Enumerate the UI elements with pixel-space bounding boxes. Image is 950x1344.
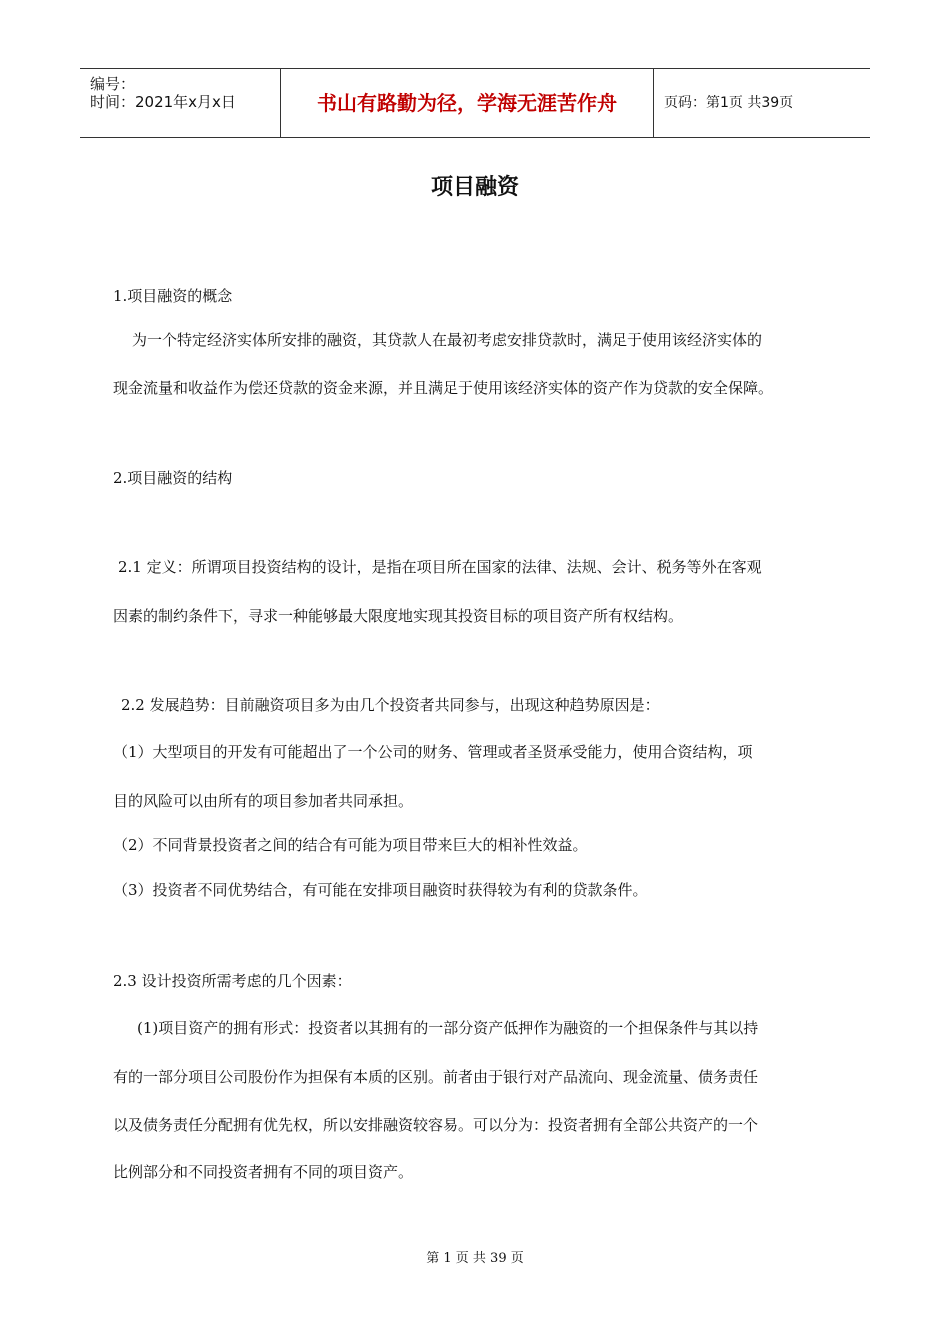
header-motto: 书山有路勤为径，学海无涯苦作舟 bbox=[281, 69, 654, 137]
section-2-3-paragraph-line: 以及债务责任分配拥有优先权，所以安排融资较容易。可以分为：投资者拥有全部公共资产的一个 bbox=[113, 1116, 759, 1134]
list-item-1-line: 目的风险可以由所有的项目参加者共同承担。 bbox=[113, 792, 414, 810]
list-item-1-line: （1）大型项目的开发有可能超出了一个公司的财务、管理或者圣贤承受能力，使用合资结构，项 bbox=[113, 743, 753, 761]
list-item-3: （3）投资者不同优势结合，有可能在安排项目融资时获得较为有利的贷款条件。 bbox=[113, 881, 648, 899]
document-header bbox=[80, 68, 870, 138]
section-2-heading: 2.项目融资的结构 bbox=[113, 469, 233, 487]
list-item-2: （2）不同背景投资者之间的结合有可能为项目带来巨大的相补性效益。 bbox=[113, 836, 588, 854]
section-1-paragraph-line: 为一个特定经济实体所安排的融资，其贷款人在最初考虑安排贷款时，满足于使用该经济实体的 bbox=[132, 331, 763, 349]
serial-label: 编号： bbox=[90, 75, 136, 93]
header-meta-cell bbox=[80, 69, 281, 137]
section-2-1-line: 2.1 定义：所谓项目投资结构的设计，是指在项目所在国家的法律、法规、会计、税务等外在客观 bbox=[118, 558, 762, 576]
section-2-3-paragraph-line: 比例部分和不同投资者拥有不同的项目资产。 bbox=[113, 1163, 414, 1181]
page-title: 项目融资 bbox=[430, 175, 519, 200]
section-2-1-line: 因素的制约条件下，寻求一种能够最大限度地实现其投资目标的项目资产所有权结构。 bbox=[113, 607, 684, 625]
header-page-info: 页码：第1页 共39页 bbox=[664, 95, 794, 111]
section-2-3-paragraph-line: 有的一部分项目公司股份作为担保有本质的区别。前者由于银行对产品流向、现金流量、债务责任 bbox=[113, 1068, 759, 1086]
section-2-2-heading: 2.2 发展趋势：目前融资项目多为由几个投资者共同参与，出现这种趋势原因是： bbox=[121, 696, 660, 714]
section-1-paragraph-line: 现金流量和收益作为偿还贷款的资金来源，并且满足于使用该经济实体的资产作为贷款的安全保障。 bbox=[113, 379, 774, 397]
time-label: 时间：2021年x月x日 bbox=[90, 93, 236, 111]
section-2-3-heading: 2.3 设计投资所需考虑的几个因素： bbox=[113, 972, 352, 990]
page-footer: 第 1 页 共 39 页 bbox=[426, 1251, 524, 1266]
section-1-heading: 1.项目融资的概念 bbox=[113, 287, 233, 305]
section-2-3-paragraph-line: (1)项目资产的拥有形式：投资者以其拥有的一部分资产低押作为融资的一个担保条件与其以持 bbox=[137, 1019, 759, 1037]
